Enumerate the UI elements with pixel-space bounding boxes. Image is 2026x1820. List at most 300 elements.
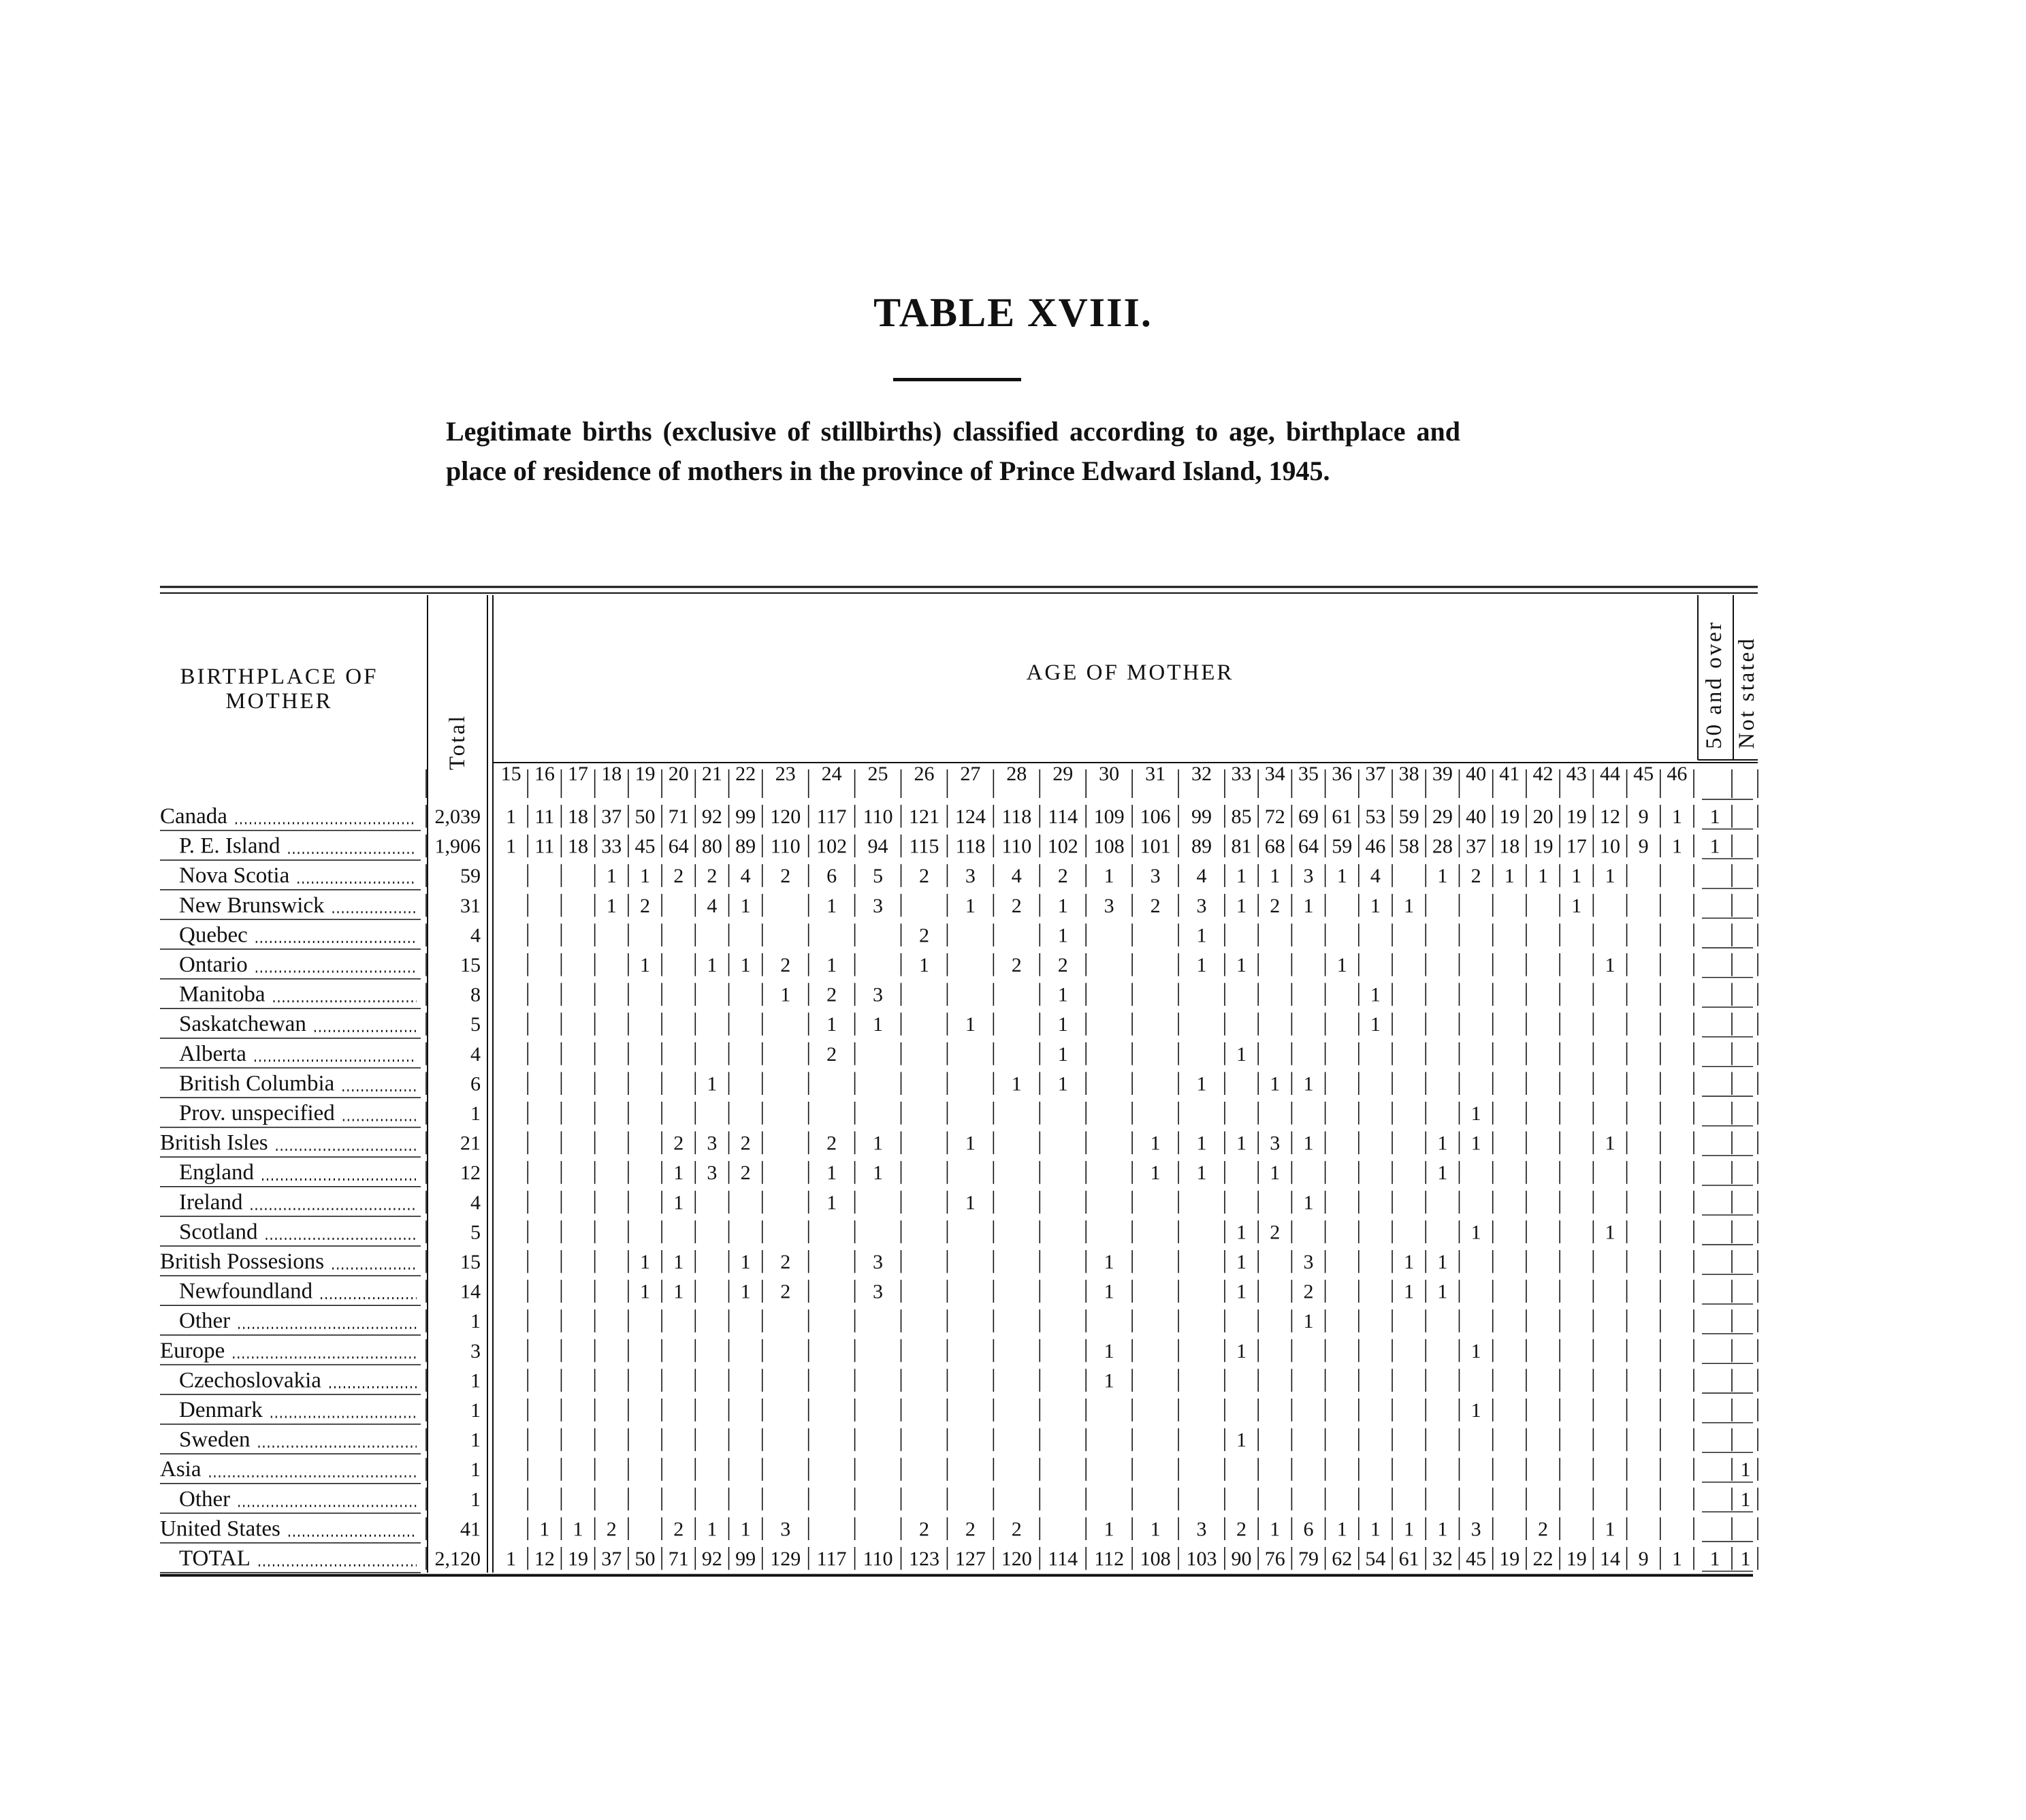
table-cell: 112 — [1094, 1548, 1125, 1570]
col-header-age-24: 24 — [821, 763, 842, 785]
col-header-not-stated: Not stated — [1735, 637, 1759, 749]
table-cell: 61 — [1332, 805, 1353, 828]
table-cell: 1 — [826, 1013, 837, 1036]
col-header-age-32: 32 — [1191, 763, 1212, 785]
table-cell: 120 — [1001, 1548, 1032, 1570]
table-cell: 106 — [1140, 805, 1171, 828]
table-cell: 1 — [1236, 1132, 1247, 1155]
table-cell: 1 — [1236, 1280, 1247, 1303]
table-row — [160, 1249, 1447, 1274]
age-column-headers — [501, 620, 1759, 785]
table-cell: 92 — [701, 1548, 722, 1570]
table-cell: 1 — [673, 1191, 684, 1214]
table-cell: 1 — [1104, 1369, 1114, 1392]
col-header-age-33: 33 — [1231, 763, 1252, 785]
table-cell: 3 — [965, 865, 976, 888]
table-cell: 1 — [639, 1280, 650, 1303]
row-total: 1 — [470, 1102, 481, 1125]
table-cell: 1 — [506, 835, 517, 858]
row-label: Other — [179, 1309, 231, 1334]
col-header-50-over: 50 and over — [1702, 620, 1726, 749]
table-cell: 1 — [1709, 1548, 1720, 1570]
table-cell: 37 — [601, 805, 622, 828]
table-cell: 1 — [965, 1013, 976, 1036]
table-cell: 64 — [1298, 835, 1319, 858]
table-cell: 1 — [1336, 1518, 1347, 1541]
table-cell: 1 — [826, 894, 837, 917]
row-label: Europe — [160, 1338, 225, 1363]
table-cell: 1 — [1404, 894, 1415, 917]
table-cell: 3 — [1470, 1518, 1481, 1541]
table-row — [179, 1398, 1481, 1422]
table-cell: 1 — [1437, 1518, 1448, 1541]
col-header-age-39: 39 — [1432, 763, 1453, 785]
row-total: 1 — [470, 1369, 481, 1392]
table-cell: 3 — [873, 1280, 884, 1303]
table-cell: 1 — [1370, 983, 1381, 1006]
table-row — [179, 1309, 1313, 1333]
col-header-age-43: 43 — [1566, 763, 1587, 785]
row-total: 8 — [470, 983, 481, 1006]
table-cell: 2 — [639, 894, 650, 917]
table-cell: 1 — [1303, 1191, 1314, 1214]
table-cell: 1 — [1370, 894, 1381, 917]
table-cell: 2 — [1150, 894, 1161, 917]
table-row — [179, 1160, 1447, 1185]
table-cell: 62 — [1332, 1548, 1353, 1570]
table-cell: 1 — [1196, 1132, 1207, 1155]
table-cell: 1 — [639, 865, 650, 888]
table-cell: 1 — [1470, 1339, 1481, 1362]
table-cell: 1 — [780, 983, 791, 1006]
table-cell: 3 — [1270, 1132, 1281, 1155]
table-cell: 1 — [707, 1072, 718, 1096]
row-label: Ireland — [179, 1190, 243, 1215]
table-rules — [160, 587, 1758, 1576]
table-cell: 28 — [1432, 835, 1453, 858]
total-header: Total — [445, 714, 470, 771]
table-cell: 1 — [1437, 1280, 1448, 1303]
table-cell: 1 — [1605, 1221, 1615, 1244]
table-header — [180, 660, 1234, 770]
table-cell: 1 — [1236, 1221, 1247, 1244]
table-cell: 1 — [1470, 1102, 1481, 1125]
row-total: 21 — [460, 1132, 481, 1155]
row-total: 3 — [470, 1339, 481, 1362]
table-cell: 4 — [707, 894, 718, 917]
row-total: 1,906 — [434, 835, 481, 858]
row-total: 15 — [460, 954, 481, 976]
table-cell: 1 — [707, 954, 718, 976]
table-cell: 3 — [707, 1162, 718, 1185]
table-cell: 53 — [1365, 805, 1386, 828]
table-cell: 71 — [668, 805, 689, 828]
table-cell: 1 — [1270, 1518, 1281, 1541]
col-header-age-31: 31 — [1145, 763, 1166, 785]
col-header-age-26: 26 — [914, 763, 935, 785]
table-cell: 1 — [965, 1132, 976, 1155]
table-cell: 1 — [1740, 1548, 1751, 1570]
table-cell: 1 — [1470, 1221, 1481, 1244]
table-cell: 1 — [1057, 1072, 1068, 1096]
table-cell: 1 — [506, 805, 517, 828]
table-cell: 1 — [1470, 1132, 1481, 1155]
table-cell: 10 — [1599, 835, 1620, 858]
table-cell: 2 — [740, 1162, 751, 1185]
row-total: 4 — [470, 924, 481, 947]
age-group-header: AGE OF MOTHER — [1026, 660, 1234, 685]
table-cell: 59 — [1398, 805, 1419, 828]
table-cell: 9 — [1638, 1548, 1649, 1570]
row-total: 2,120 — [434, 1548, 481, 1570]
table-cell: 1 — [639, 954, 650, 976]
table-cell: 12 — [1599, 805, 1620, 828]
table-cell: 69 — [1298, 805, 1319, 828]
table-cell: 71 — [668, 1548, 689, 1570]
table-cell: 50 — [634, 1548, 656, 1570]
table-cell: 129 — [770, 1548, 801, 1570]
row-label: United States — [160, 1516, 280, 1542]
table-cell: 1 — [1437, 1132, 1448, 1155]
table-cell: 1 — [1150, 1132, 1161, 1155]
table-cell: 1 — [740, 954, 751, 976]
col-header-age-18: 18 — [601, 763, 622, 785]
table-cell: 1 — [1605, 1132, 1615, 1155]
row-total: 41 — [460, 1518, 481, 1541]
table-cell: 2 — [918, 865, 929, 888]
col-header-age-16: 16 — [534, 763, 555, 785]
table-cell: 1 — [826, 954, 837, 976]
row-label: Czechoslovakia — [179, 1368, 321, 1393]
table-row — [179, 1368, 1114, 1392]
table-cell: 1 — [573, 1518, 583, 1541]
table-cell: 1 — [1709, 835, 1720, 858]
table-cell: 2 — [1270, 894, 1281, 917]
col-header-age-22: 22 — [735, 763, 756, 785]
table-cell: 79 — [1298, 1548, 1319, 1570]
table-row — [179, 1101, 1481, 1125]
table-cell: 110 — [863, 1548, 893, 1570]
table-cell: 1 — [1303, 894, 1314, 917]
table-cell: 99 — [1191, 805, 1212, 828]
table-cell: 1 — [606, 894, 617, 917]
table-cell: 18 — [568, 805, 589, 828]
table-cell: 2 — [606, 1518, 617, 1541]
table-row — [160, 1131, 1615, 1155]
table-cell: 1 — [1057, 1042, 1068, 1066]
row-label: New Brunswick — [179, 893, 325, 918]
table-cell: 1 — [1437, 1251, 1448, 1273]
table-cell: 114 — [1048, 1548, 1078, 1570]
table-cell: 90 — [1231, 1548, 1252, 1570]
table-cell: 1 — [506, 1548, 517, 1570]
table-cell: 1 — [918, 954, 929, 976]
table-cell: 1 — [873, 1013, 884, 1036]
table-cell: 1 — [1196, 924, 1207, 947]
table-cell: 37 — [1466, 835, 1487, 858]
table-cell: 102 — [816, 835, 848, 858]
table-cell: 109 — [1093, 805, 1125, 828]
table-row — [160, 1339, 1481, 1363]
table-cell: 1 — [1470, 1399, 1481, 1422]
row-label: Prov. unspecified — [179, 1101, 335, 1125]
row-label: Asia — [160, 1457, 202, 1482]
col-header-age-44: 44 — [1599, 763, 1620, 785]
table-cell: 117 — [816, 1548, 847, 1570]
col-header-age-45: 45 — [1633, 763, 1654, 785]
table-cell: 1 — [1303, 1132, 1314, 1155]
table-cell: 58 — [1398, 835, 1419, 858]
table-cell: 1 — [1104, 1280, 1114, 1303]
table-cell: 1 — [1196, 954, 1207, 976]
table-cell: 1 — [740, 894, 751, 917]
table-cell: 1 — [1671, 1548, 1682, 1570]
table-cell: 3 — [1303, 1251, 1314, 1273]
row-total: 4 — [470, 1191, 481, 1214]
table-cell: 2 — [826, 983, 837, 1006]
table-cell: 124 — [954, 805, 986, 828]
row-label: Denmark — [179, 1398, 263, 1422]
row-total: 1 — [470, 1488, 481, 1511]
table-cell: 1 — [1236, 1251, 1247, 1273]
table-cell: 1 — [673, 1162, 684, 1185]
table-cell: 1 — [1236, 1428, 1247, 1452]
table-cell: 50 — [634, 805, 656, 828]
table-cell: 92 — [701, 805, 722, 828]
row-total: 14 — [460, 1280, 481, 1303]
col-header-age-42: 42 — [1532, 763, 1554, 785]
table-cell: 110 — [863, 805, 893, 828]
table-cell: 1 — [740, 1280, 751, 1303]
col-header-age-41: 41 — [1499, 763, 1520, 785]
table-cell: 1 — [1104, 1251, 1114, 1273]
table-cell: 9 — [1638, 805, 1649, 828]
row-label: Scotland — [179, 1219, 258, 1245]
table-row — [179, 923, 1206, 947]
table-cell: 1 — [826, 1162, 837, 1185]
table-cell: 3 — [873, 894, 884, 917]
col-header-age-17: 17 — [568, 763, 589, 785]
table-cell: 2 — [1538, 1518, 1549, 1541]
row-total: 5 — [470, 1013, 481, 1036]
row-label: British Possesions — [160, 1249, 325, 1274]
table-cell: 33 — [601, 835, 622, 858]
table-cell: 1 — [1270, 1162, 1281, 1185]
table-cell: 64 — [668, 835, 689, 858]
col-header-age-25: 25 — [867, 763, 888, 785]
table-cell: 1 — [826, 1191, 837, 1214]
table-row — [179, 893, 1581, 918]
table-cell: 19 — [1499, 1548, 1520, 1570]
table-cell: 1 — [965, 1191, 976, 1214]
row-label: Canada — [160, 804, 227, 829]
table-cell: 1 — [1370, 1013, 1381, 1036]
row-total: 15 — [460, 1251, 481, 1273]
table-cell: 59 — [1332, 835, 1353, 858]
col-header-age-38: 38 — [1398, 763, 1419, 785]
col-header-age-19: 19 — [634, 763, 656, 785]
row-label: Other — [179, 1486, 231, 1512]
table-cell: 1 — [1538, 865, 1549, 888]
table-cell: 2 — [1057, 865, 1068, 888]
table-cell: 1 — [1236, 954, 1247, 976]
table-cell: 1 — [1011, 1072, 1022, 1096]
row-label: TOTAL — [179, 1546, 251, 1571]
table-cell: 1 — [673, 1280, 684, 1303]
col-header-age-15: 15 — [500, 763, 521, 785]
table-cell: 3 — [1150, 865, 1161, 888]
table-cell: 1 — [1437, 865, 1448, 888]
table-cell: 1 — [740, 1518, 751, 1541]
row-total: 31 — [460, 894, 481, 917]
table-cell: 1 — [1057, 1013, 1068, 1036]
table-cell: 72 — [1264, 805, 1285, 828]
table-cell: 1 — [1605, 954, 1615, 976]
table-cell: 118 — [1001, 805, 1032, 828]
table-cell: 5 — [873, 865, 884, 888]
table-cell: 120 — [770, 805, 801, 828]
table-cell: 1 — [1104, 1518, 1114, 1541]
table-cell: 1 — [1196, 1162, 1207, 1185]
table-cell: 99 — [735, 1548, 756, 1570]
table-cell: 40 — [1466, 805, 1487, 828]
table-cell: 1 — [1303, 1310, 1314, 1333]
table-cell: 1 — [673, 1251, 684, 1273]
table-row — [179, 863, 1615, 888]
table-cell: 118 — [955, 835, 986, 858]
table-cell: 2 — [780, 1280, 791, 1303]
table-cell: 1 — [1605, 1518, 1615, 1541]
table-cell: 1 — [1336, 954, 1347, 976]
table-cell: 110 — [770, 835, 801, 858]
table-cell: 14 — [1599, 1548, 1620, 1570]
table-cell: 1 — [539, 1518, 550, 1541]
table-cell: 3 — [707, 1132, 718, 1155]
table-cell: 1 — [1270, 1072, 1281, 1096]
table-cell: 2 — [826, 1042, 837, 1066]
table-cell: 2 — [780, 954, 791, 976]
table-cell: 2 — [826, 1132, 837, 1155]
row-label: Sweden — [179, 1427, 251, 1452]
table-cell: 2 — [1470, 865, 1481, 888]
table-cell: 4 — [740, 865, 751, 888]
table-cell: 2 — [965, 1518, 976, 1541]
table-cell: 2 — [1011, 1518, 1022, 1541]
table-cell: 4 — [1370, 865, 1381, 888]
table-cell: 2 — [1303, 1280, 1314, 1303]
table-cell: 1 — [1150, 1518, 1161, 1541]
col-header-age-34: 34 — [1264, 763, 1285, 785]
row-label: Manitoba — [179, 982, 266, 1007]
col-header-age-46: 46 — [1667, 763, 1688, 785]
table-cell: 1 — [1104, 1339, 1114, 1362]
table-cell: 19 — [1532, 835, 1554, 858]
table-cell: 1 — [965, 894, 976, 917]
col-header-age-29: 29 — [1052, 763, 1074, 785]
table-cell: 2 — [673, 865, 684, 888]
table-cell: 3 — [1104, 894, 1114, 917]
table-cell: 45 — [634, 835, 656, 858]
table-cell: 12 — [534, 1548, 555, 1570]
table-row — [179, 1487, 1751, 1512]
col-header-age-30: 30 — [1099, 763, 1120, 785]
row-total: 6 — [470, 1072, 481, 1096]
table-cell: 108 — [1093, 835, 1125, 858]
table-row — [160, 804, 1720, 829]
table-cell: 1 — [1437, 1162, 1448, 1185]
row-total: 59 — [460, 865, 481, 888]
table-cell: 1 — [1057, 894, 1068, 917]
stub-header-line-1: BIRTHPLACE OF — [180, 665, 379, 689]
row-label: Quebec — [179, 923, 248, 948]
table-cell: 1 — [1236, 865, 1247, 888]
col-header-age-23: 23 — [775, 763, 796, 785]
row-total: 5 — [470, 1221, 481, 1244]
table-cell: 1 — [1671, 805, 1682, 828]
table-cell: 1 — [1605, 865, 1615, 888]
table-cell: 1 — [1057, 924, 1068, 947]
table-row — [179, 1071, 1313, 1096]
table-row — [179, 1219, 1615, 1244]
table-cell: 32 — [1432, 1548, 1453, 1570]
row-total: 1 — [470, 1428, 481, 1452]
table-cell: 18 — [568, 835, 589, 858]
table-title: TABLE XVIII. — [873, 290, 1153, 335]
table-cell: 2 — [918, 924, 929, 947]
table-cell: 2 — [918, 1518, 929, 1541]
table-cell: 99 — [735, 805, 756, 828]
table-cell: 19 — [568, 1548, 589, 1570]
table-cell: 2 — [1057, 954, 1068, 976]
table-cell: 1 — [1270, 865, 1281, 888]
table-cell: 2 — [780, 1251, 791, 1273]
table-cell: 37 — [601, 1548, 622, 1570]
table-cell: 3 — [1196, 894, 1207, 917]
table-row — [179, 953, 1615, 977]
table-cell: 3 — [1196, 1518, 1207, 1541]
table-cell: 3 — [873, 1251, 884, 1273]
table-cell: 3 — [1303, 865, 1314, 888]
table-row — [179, 1190, 1313, 1215]
row-label: P. E. Island — [179, 833, 280, 859]
table-cell: 94 — [867, 835, 888, 858]
table-cell: 6 — [826, 865, 837, 888]
row-total: 4 — [470, 1042, 481, 1066]
table-cell: 1 — [873, 1132, 884, 1155]
col-header-age-36: 36 — [1332, 763, 1353, 785]
table-cell: 2 — [1011, 894, 1022, 917]
table-cell: 1 — [1404, 1251, 1415, 1273]
table-cell: 1 — [1709, 805, 1720, 828]
table-row — [179, 834, 1720, 859]
row-label: Newfoundland — [179, 1279, 313, 1304]
table-cell: 108 — [1140, 1548, 1171, 1570]
table-cell: 9 — [1638, 835, 1649, 858]
table-cell: 17 — [1566, 835, 1587, 858]
table-cell: 110 — [1001, 835, 1032, 858]
table-cell: 1 — [1404, 1518, 1415, 1541]
table-cell: 4 — [1196, 865, 1207, 888]
table-cell: 1 — [740, 1251, 751, 1273]
table-cell: 103 — [1186, 1548, 1217, 1570]
col-header-age-21: 21 — [701, 763, 722, 785]
table-cell: 121 — [908, 805, 939, 828]
table-cell: 19 — [1499, 805, 1520, 828]
table-row — [179, 1279, 1447, 1304]
row-label: England — [179, 1160, 254, 1185]
col-header-age-35: 35 — [1298, 763, 1319, 785]
table-cell: 1 — [1504, 865, 1515, 888]
